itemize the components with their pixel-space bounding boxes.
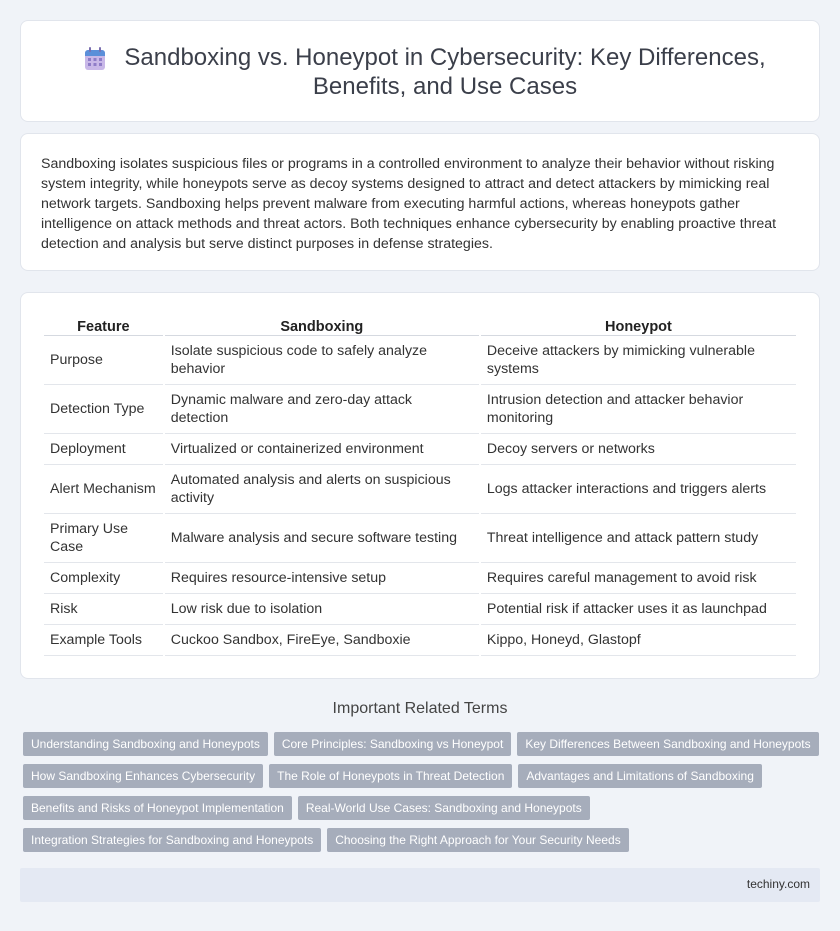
comparison-table [42, 314, 798, 656]
table-row [44, 625, 796, 656]
table-cell: Requires resource-intensive setup [165, 563, 479, 594]
table-cell: Complexity [44, 563, 163, 594]
table-cell: Dynamic malware and zero-day attack detection [165, 385, 479, 434]
table-cell: Isolate suspicious code to safely analyze behavior [165, 336, 479, 385]
table-cell: Purpose [44, 336, 163, 385]
column-header-honeypot: Honeypot [481, 314, 796, 336]
related-terms-list [23, 732, 823, 860]
column-header-sandboxing: Sandboxing [165, 314, 479, 336]
table-row [44, 563, 796, 594]
table-cell: Logs attacker interactions and triggers alerts [481, 465, 796, 514]
table-cell: Cuckoo Sandbox, FireEye, Sandboxie [165, 625, 479, 656]
related-term-tag[interactable]: The Role of Honeypots in Threat Detection [269, 764, 512, 788]
related-term-tag[interactable]: Advantages and Limitations of Sandboxing [518, 764, 762, 788]
table-row [44, 514, 796, 563]
page-title: Sandboxing vs. Honeypot in Cybersecurity: Key Differences, Benefits, and Use Cases [124, 44, 766, 100]
related-term-tag[interactable]: Core Principles: Sandboxing vs Honeypot [274, 732, 511, 756]
table-row [44, 465, 796, 514]
table-cell: Intrusion detection and attacker behavior monitoring [481, 385, 796, 434]
related-term-tag[interactable]: Choosing the Right Approach for Your Security Needs [327, 828, 629, 852]
related-term-tag[interactable]: Real-World Use Cases: Sandboxing and Honeypots [298, 796, 590, 820]
table-row [44, 336, 796, 385]
related-term-tag[interactable]: Understanding Sandboxing and Honeypots [23, 732, 268, 756]
related-term-tag[interactable]: Key Differences Between Sandboxing and Honeypots [517, 732, 818, 756]
footer [20, 868, 820, 902]
intro-card [20, 133, 820, 271]
table-cell: Automated analysis and alerts on suspicious activity [165, 465, 479, 514]
related-terms-heading: Important Related Terms [332, 700, 508, 717]
table-cell: Low risk due to isolation [165, 594, 479, 625]
calendar-icon [84, 47, 106, 71]
table-cell: Malware analysis and secure software testing [165, 514, 479, 563]
table-row [44, 434, 796, 465]
related-term-tag[interactable]: Integration Strategies for Sandboxing and Honeypots [23, 828, 321, 852]
intro-paragraph: Sandboxing isolates suspicious files or programs in a controlled environment to analyze their behavior without risking system integrity, while honeypots serve as decoy systems designed to attract and detect attackers by mimicking real network targets. Sandboxing helps prevent malware from executing harmful actions, whereas honeypots gather intelligence on attack methods and threat actors. Both techniques enhance cybersecurity by enabling proactive threat detection and analysis but serve distinct purposes in defense strategies. [41, 156, 777, 252]
table-cell: Deceive attackers by mimicking vulnerable systems [481, 336, 796, 385]
footer-site-link[interactable]: techiny.com [746, 877, 810, 891]
column-header-feature: Feature [44, 314, 163, 336]
table-cell: Risk [44, 594, 163, 625]
table-cell: Alert Mechanism [44, 465, 163, 514]
table-cell: Potential risk if attacker uses it as launchpad [481, 594, 796, 625]
related-term-tag[interactable]: Benefits and Risks of Honeypot Implementation [23, 796, 292, 820]
table-cell: Primary Use Case [44, 514, 163, 563]
table-cell: Kippo, Honeyd, Glastopf [481, 625, 796, 656]
table-cell: Deployment [44, 434, 163, 465]
table-cell: Requires careful management to avoid risk [481, 563, 796, 594]
table-row [44, 385, 796, 434]
table-cell: Detection Type [44, 385, 163, 434]
table-cell: Example Tools [44, 625, 163, 656]
title-card [20, 20, 820, 122]
table-cell: Threat intelligence and attack pattern study [481, 514, 796, 563]
table-cell: Decoy servers or networks [481, 434, 796, 465]
table-row [44, 594, 796, 625]
related-term-tag[interactable]: How Sandboxing Enhances Cybersecurity [23, 764, 263, 788]
comparison-card [20, 292, 820, 679]
table-cell: Virtualized or containerized environment [165, 434, 479, 465]
